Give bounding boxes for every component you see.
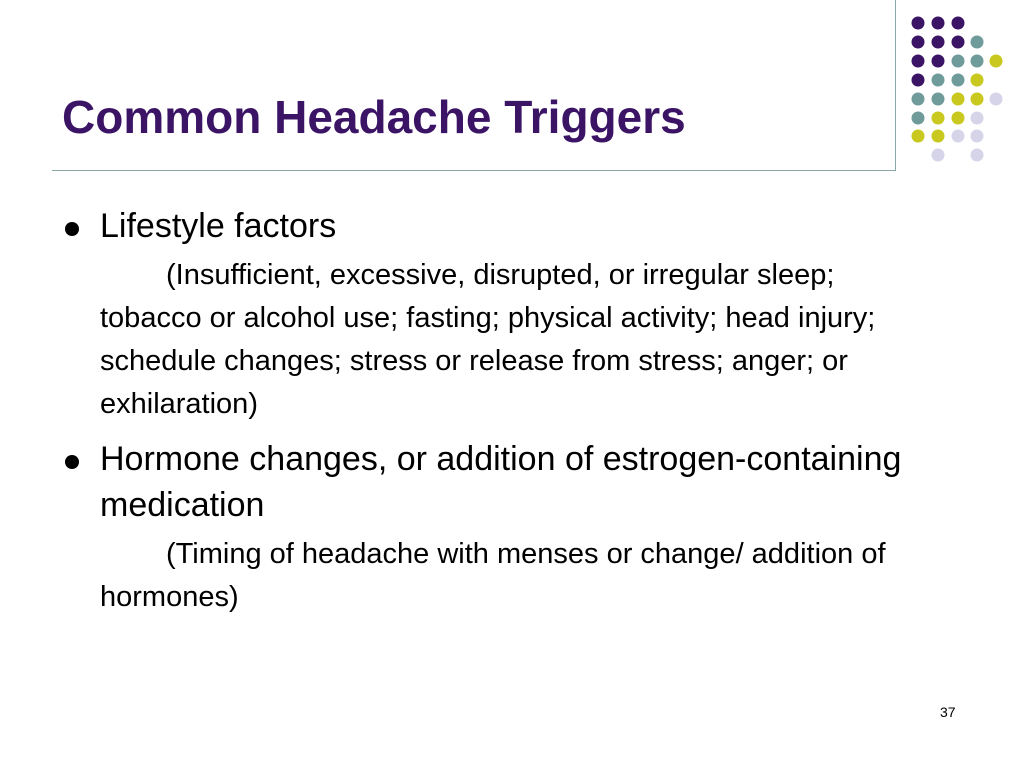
decor-dot — [932, 55, 945, 68]
decor-dot — [912, 36, 925, 49]
decor-dot — [932, 36, 945, 49]
decor-dot — [971, 112, 984, 125]
decor-dot — [971, 36, 984, 49]
title-divider-vertical — [895, 0, 896, 170]
decor-dot — [912, 17, 925, 30]
decor-dot — [912, 112, 925, 125]
bullet-detail: (Insufficient, excessive, disrupted, or irregular sleep; tobacco or alcohol use; fasting; physical activity; head injury; schedule changes; stress or release from stress; anger; or exhilaration) — [100, 259, 876, 420]
decor-dot — [952, 74, 965, 87]
decor-dot — [912, 130, 925, 143]
decor-dot — [932, 93, 945, 106]
bullet-dot-icon — [65, 222, 79, 236]
decor-dot — [932, 112, 945, 125]
bullet-detail: (Timing of headache with menses or change/ addition of hormones) — [100, 538, 886, 613]
decor-dot — [952, 130, 965, 143]
decor-dot — [971, 74, 984, 87]
bullet-text: Lifestyle factors — [100, 207, 337, 245]
decor-dot — [912, 74, 925, 87]
decor-dot — [912, 55, 925, 68]
decor-dot — [990, 55, 1003, 68]
decor-dot — [971, 93, 984, 106]
decor-dot — [990, 93, 1003, 106]
decor-dot — [952, 17, 965, 30]
decor-dot — [932, 130, 945, 143]
page-number: 37 — [940, 704, 956, 720]
decor-dot — [932, 17, 945, 30]
decor-dot — [952, 93, 965, 106]
decor-dot — [952, 55, 965, 68]
bullet-dot-icon — [65, 455, 79, 469]
decor-dot — [912, 93, 925, 106]
decor-dot — [932, 74, 945, 87]
bullet-text: Hormone changes, or addition of estrogen-containing medication — [100, 440, 902, 524]
slide-body — [62, 203, 932, 619]
decor-dot — [952, 112, 965, 125]
bullet-item — [62, 203, 932, 249]
decor-dot — [971, 55, 984, 68]
slide-title: Common Headache Triggers — [62, 91, 686, 143]
decor-dot — [932, 149, 945, 162]
bullet-item — [62, 436, 932, 528]
decor-dot — [971, 130, 984, 143]
decor-dot — [952, 36, 965, 49]
title-divider-horizontal — [52, 170, 896, 171]
decor-dot — [971, 149, 984, 162]
